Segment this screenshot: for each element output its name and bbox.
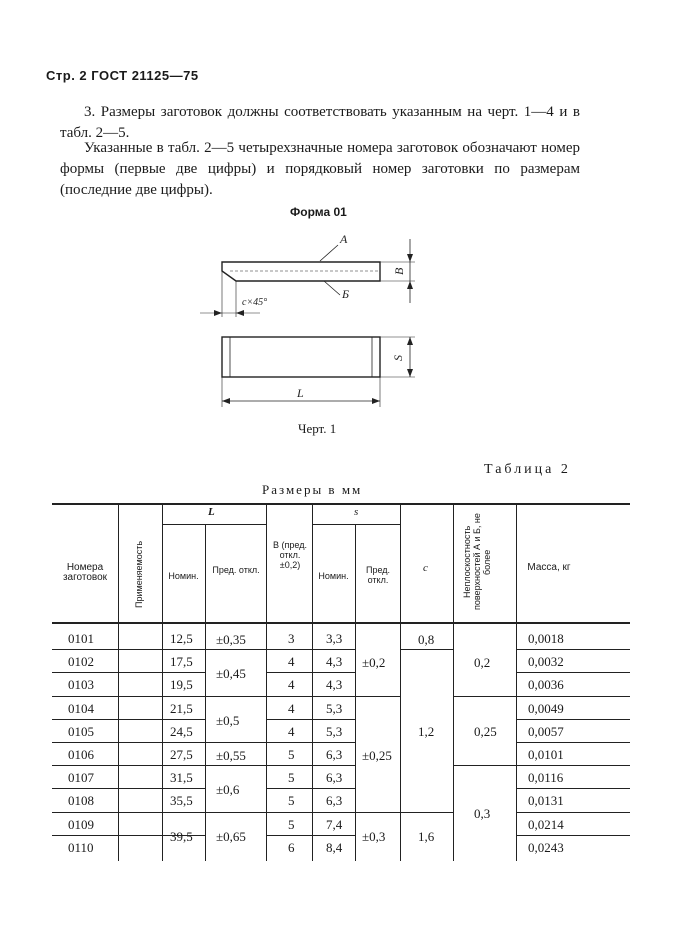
row-rule-number bbox=[52, 719, 118, 720]
merged-c: 0,8 bbox=[418, 631, 435, 647]
row-rule-b-s bbox=[266, 742, 355, 743]
row-mass: 0,0214 bbox=[528, 816, 564, 832]
blank-top-view bbox=[222, 262, 380, 281]
row-s-nom: 5,3 bbox=[326, 723, 343, 739]
page-header: Стр. 2 ГОСТ 21125—75 bbox=[46, 68, 199, 83]
row-mass: 0,0049 bbox=[528, 700, 564, 716]
label-s: S bbox=[391, 355, 405, 361]
row-number: 0105 bbox=[68, 723, 94, 739]
row-number: 0107 bbox=[68, 770, 94, 786]
merged-s-dev-rule bbox=[355, 812, 400, 813]
row-l-nom: 24,5 bbox=[170, 723, 193, 739]
row-number: 0110 bbox=[68, 839, 94, 855]
table-units: Размеры в мм bbox=[262, 482, 363, 497]
row-rule-applicability bbox=[118, 696, 162, 697]
row-l-nom: 12,5 bbox=[170, 631, 193, 646]
merged-l-dev: ±0,65 bbox=[216, 828, 246, 844]
row-l-nom: 21,5 bbox=[170, 700, 193, 716]
row-mass: 0,0032 bbox=[528, 654, 564, 670]
technical-drawing bbox=[190, 225, 430, 415]
merged-l-dev-rule bbox=[205, 765, 266, 766]
header-s-subrule bbox=[312, 524, 400, 525]
label-a: А bbox=[340, 232, 348, 246]
row-rule-b-s bbox=[266, 672, 355, 673]
row-rule-mass bbox=[516, 719, 630, 720]
merged-flatness: 0,25 bbox=[474, 724, 497, 740]
row-l-nom: 27,5 bbox=[170, 747, 193, 762]
merged-flatness-rule bbox=[453, 765, 516, 766]
row-s-nom: 7,4 bbox=[326, 816, 343, 832]
row-rule-mass bbox=[516, 672, 630, 673]
header-b: B (пред. откл. ±0,2) bbox=[273, 540, 307, 570]
row-rule-number bbox=[52, 812, 118, 813]
row-s-nom: 3,3 bbox=[326, 631, 343, 646]
row-mass: 0,0116 bbox=[528, 770, 564, 786]
row-number: 0103 bbox=[68, 677, 94, 693]
row-l-nom: 17,5 bbox=[170, 654, 193, 670]
row-mass: 0,0131 bbox=[528, 793, 564, 809]
row-mass: 0,0057 bbox=[528, 723, 564, 739]
row-rule-l bbox=[162, 696, 205, 697]
row-rule-l bbox=[162, 765, 205, 766]
header-s: s bbox=[354, 506, 359, 518]
vline-9 bbox=[516, 503, 517, 861]
label-b-side: Б bbox=[342, 287, 350, 301]
header-mass: Масса, кг bbox=[527, 562, 571, 573]
merged-s-dev: ±0,3 bbox=[362, 828, 386, 844]
merged-l-dev: ±0,5 bbox=[216, 712, 240, 728]
label-b: B bbox=[392, 267, 406, 275]
table-header-rule bbox=[52, 622, 630, 624]
row-b: 4 bbox=[288, 654, 295, 670]
row-rule-number bbox=[52, 672, 118, 673]
row-b: 5 bbox=[288, 816, 295, 832]
row-number: 0101 bbox=[68, 631, 94, 646]
header-flatness: Неплоскостность поверхностей А и Б, не более bbox=[462, 513, 492, 611]
row-rule-applicability bbox=[118, 765, 162, 766]
header-number: Номера заготовок bbox=[62, 562, 108, 583]
row-rule-mass bbox=[516, 835, 630, 836]
row-number: 0109 bbox=[68, 816, 94, 832]
merged-l-dev-rule bbox=[205, 649, 266, 650]
row-b: 5 bbox=[288, 770, 295, 786]
row-rule-number bbox=[52, 696, 118, 697]
merged-l-dev: ±0,45 bbox=[216, 666, 246, 682]
vline-3 bbox=[205, 524, 206, 861]
row-rule-number bbox=[52, 649, 118, 650]
merged-l-dev: ±0,55 bbox=[216, 747, 246, 763]
row-s-nom: 4,3 bbox=[326, 654, 343, 670]
row-rule-number bbox=[52, 742, 118, 743]
figure-title: Форма 01 bbox=[290, 205, 347, 219]
row-mass: 0,0036 bbox=[528, 677, 564, 693]
row-s-nom: 5,3 bbox=[326, 700, 343, 716]
row-s-nom: 6,3 bbox=[326, 747, 343, 762]
vline-7 bbox=[400, 503, 401, 861]
merged-c-rule bbox=[400, 812, 453, 813]
blank-side-view bbox=[222, 337, 380, 377]
row-mass: 0,0243 bbox=[528, 839, 564, 855]
row-rule-applicability bbox=[118, 649, 162, 650]
row-rule-b-s bbox=[266, 719, 355, 720]
row-l-nom: 19,5 bbox=[170, 677, 193, 693]
merged-l-dev-rule bbox=[205, 742, 266, 743]
row-rule-b-s bbox=[266, 788, 355, 789]
row-rule-applicability bbox=[118, 788, 162, 789]
header-applicability: Применяемость bbox=[134, 540, 144, 608]
row-rule-applicability bbox=[118, 719, 162, 720]
row-rule-b-s bbox=[266, 835, 355, 836]
label-chamfer: c×45° bbox=[242, 297, 268, 308]
merged-flatness-rule bbox=[453, 696, 516, 697]
table-top-rule bbox=[52, 503, 630, 505]
leader-a bbox=[320, 245, 338, 261]
vline-4 bbox=[266, 503, 267, 861]
header-s-dev: Пред. откл. bbox=[365, 565, 391, 585]
row-rule-b-s bbox=[266, 765, 355, 766]
row-rule-mass bbox=[516, 742, 630, 743]
row-b: 6 bbox=[288, 839, 295, 855]
figure-caption: Черт. 1 bbox=[298, 421, 337, 436]
row-rule-l bbox=[162, 672, 205, 673]
row-number: 0108 bbox=[68, 793, 94, 809]
paragraph-1: 3. Размеры заготовок должны соответствовать указанным на черт. 1—4 и в табл. 2—5. bbox=[60, 104, 580, 141]
row-rule-applicability bbox=[118, 672, 162, 673]
header-l-dev: Пред. откл. bbox=[212, 565, 260, 575]
vline-1 bbox=[118, 503, 119, 861]
header-l-subrule bbox=[162, 524, 266, 525]
header-s-nom: Номин. bbox=[318, 571, 349, 581]
leader-b bbox=[324, 281, 340, 295]
row-rule-applicability bbox=[118, 742, 162, 743]
label-l: L bbox=[297, 386, 304, 400]
row-s-nom: 4,3 bbox=[326, 677, 343, 693]
merged-l-dev-rule bbox=[205, 812, 266, 813]
vline-5 bbox=[312, 503, 313, 861]
header-l: L bbox=[208, 506, 215, 518]
row-rule-mass bbox=[516, 765, 630, 766]
row-b: 5 bbox=[288, 747, 295, 762]
table-caption: Таблица 2 bbox=[484, 462, 571, 477]
merged-l-dev-rule bbox=[205, 696, 266, 697]
row-rule-l bbox=[162, 742, 205, 743]
row-mass: 0,0101 bbox=[528, 747, 564, 762]
merged-s-dev: ±0,25 bbox=[362, 747, 392, 763]
row-rule-number bbox=[52, 788, 118, 789]
row-rule-applicability bbox=[118, 835, 162, 836]
row-b: 4 bbox=[288, 677, 295, 693]
merged-c-rule bbox=[400, 649, 453, 650]
merged-s-dev: ±0,2 bbox=[362, 654, 386, 670]
vline-2 bbox=[162, 503, 163, 861]
row-mass: 0,0018 bbox=[528, 631, 564, 646]
vline-8 bbox=[453, 503, 454, 861]
row-rule-b-s bbox=[266, 649, 355, 650]
merged-s-dev-rule bbox=[355, 696, 400, 697]
row-s-nom: 6,3 bbox=[326, 793, 343, 809]
row-rule-l bbox=[162, 812, 205, 813]
merged-l-dev: ±0,6 bbox=[216, 782, 240, 798]
row-rule-b-s bbox=[266, 812, 355, 813]
row-number: 0106 bbox=[68, 747, 94, 762]
row-rule-number bbox=[52, 765, 118, 766]
row-s-nom: 6,3 bbox=[326, 770, 343, 786]
row-number: 0104 bbox=[68, 700, 94, 716]
row-rule-b-s bbox=[266, 696, 355, 697]
row-rule-applicability bbox=[118, 812, 162, 813]
merged-c: 1,2 bbox=[418, 724, 435, 740]
row-l-nom: 31,5 bbox=[170, 770, 193, 786]
row-b: 4 bbox=[288, 723, 295, 739]
row-rule-mass bbox=[516, 649, 630, 650]
merged-flatness: 0,2 bbox=[474, 654, 491, 670]
merged-l-nom: 39,5 bbox=[170, 828, 193, 844]
row-rule-l bbox=[162, 788, 205, 789]
merged-l-dev: ±0,35 bbox=[216, 631, 246, 647]
vline-6 bbox=[355, 524, 356, 861]
merged-flatness: 0,3 bbox=[474, 805, 491, 821]
row-b: 4 bbox=[288, 700, 295, 716]
row-b: 3 bbox=[288, 631, 295, 646]
header-l-nom: Номин. bbox=[168, 571, 199, 581]
row-b: 5 bbox=[288, 793, 295, 809]
row-rule-number bbox=[52, 835, 118, 836]
row-s-nom: 8,4 bbox=[326, 839, 343, 855]
paragraph-2: Указанные в табл. 2—5 четырехзначные номера заготовок обозначают номер формы (первые две цифры) и порядковый номер заготовки по размерам (последние две цифры). bbox=[60, 140, 580, 198]
row-rule-l bbox=[162, 649, 205, 650]
row-l-nom: 35,5 bbox=[170, 793, 193, 809]
header-c: c bbox=[423, 562, 428, 574]
merged-c: 1,6 bbox=[418, 828, 435, 844]
row-rule-l bbox=[162, 719, 205, 720]
row-rule-mass bbox=[516, 696, 630, 697]
row-rule-mass bbox=[516, 812, 630, 813]
row-rule-mass bbox=[516, 788, 630, 789]
row-number: 0102 bbox=[68, 654, 94, 670]
